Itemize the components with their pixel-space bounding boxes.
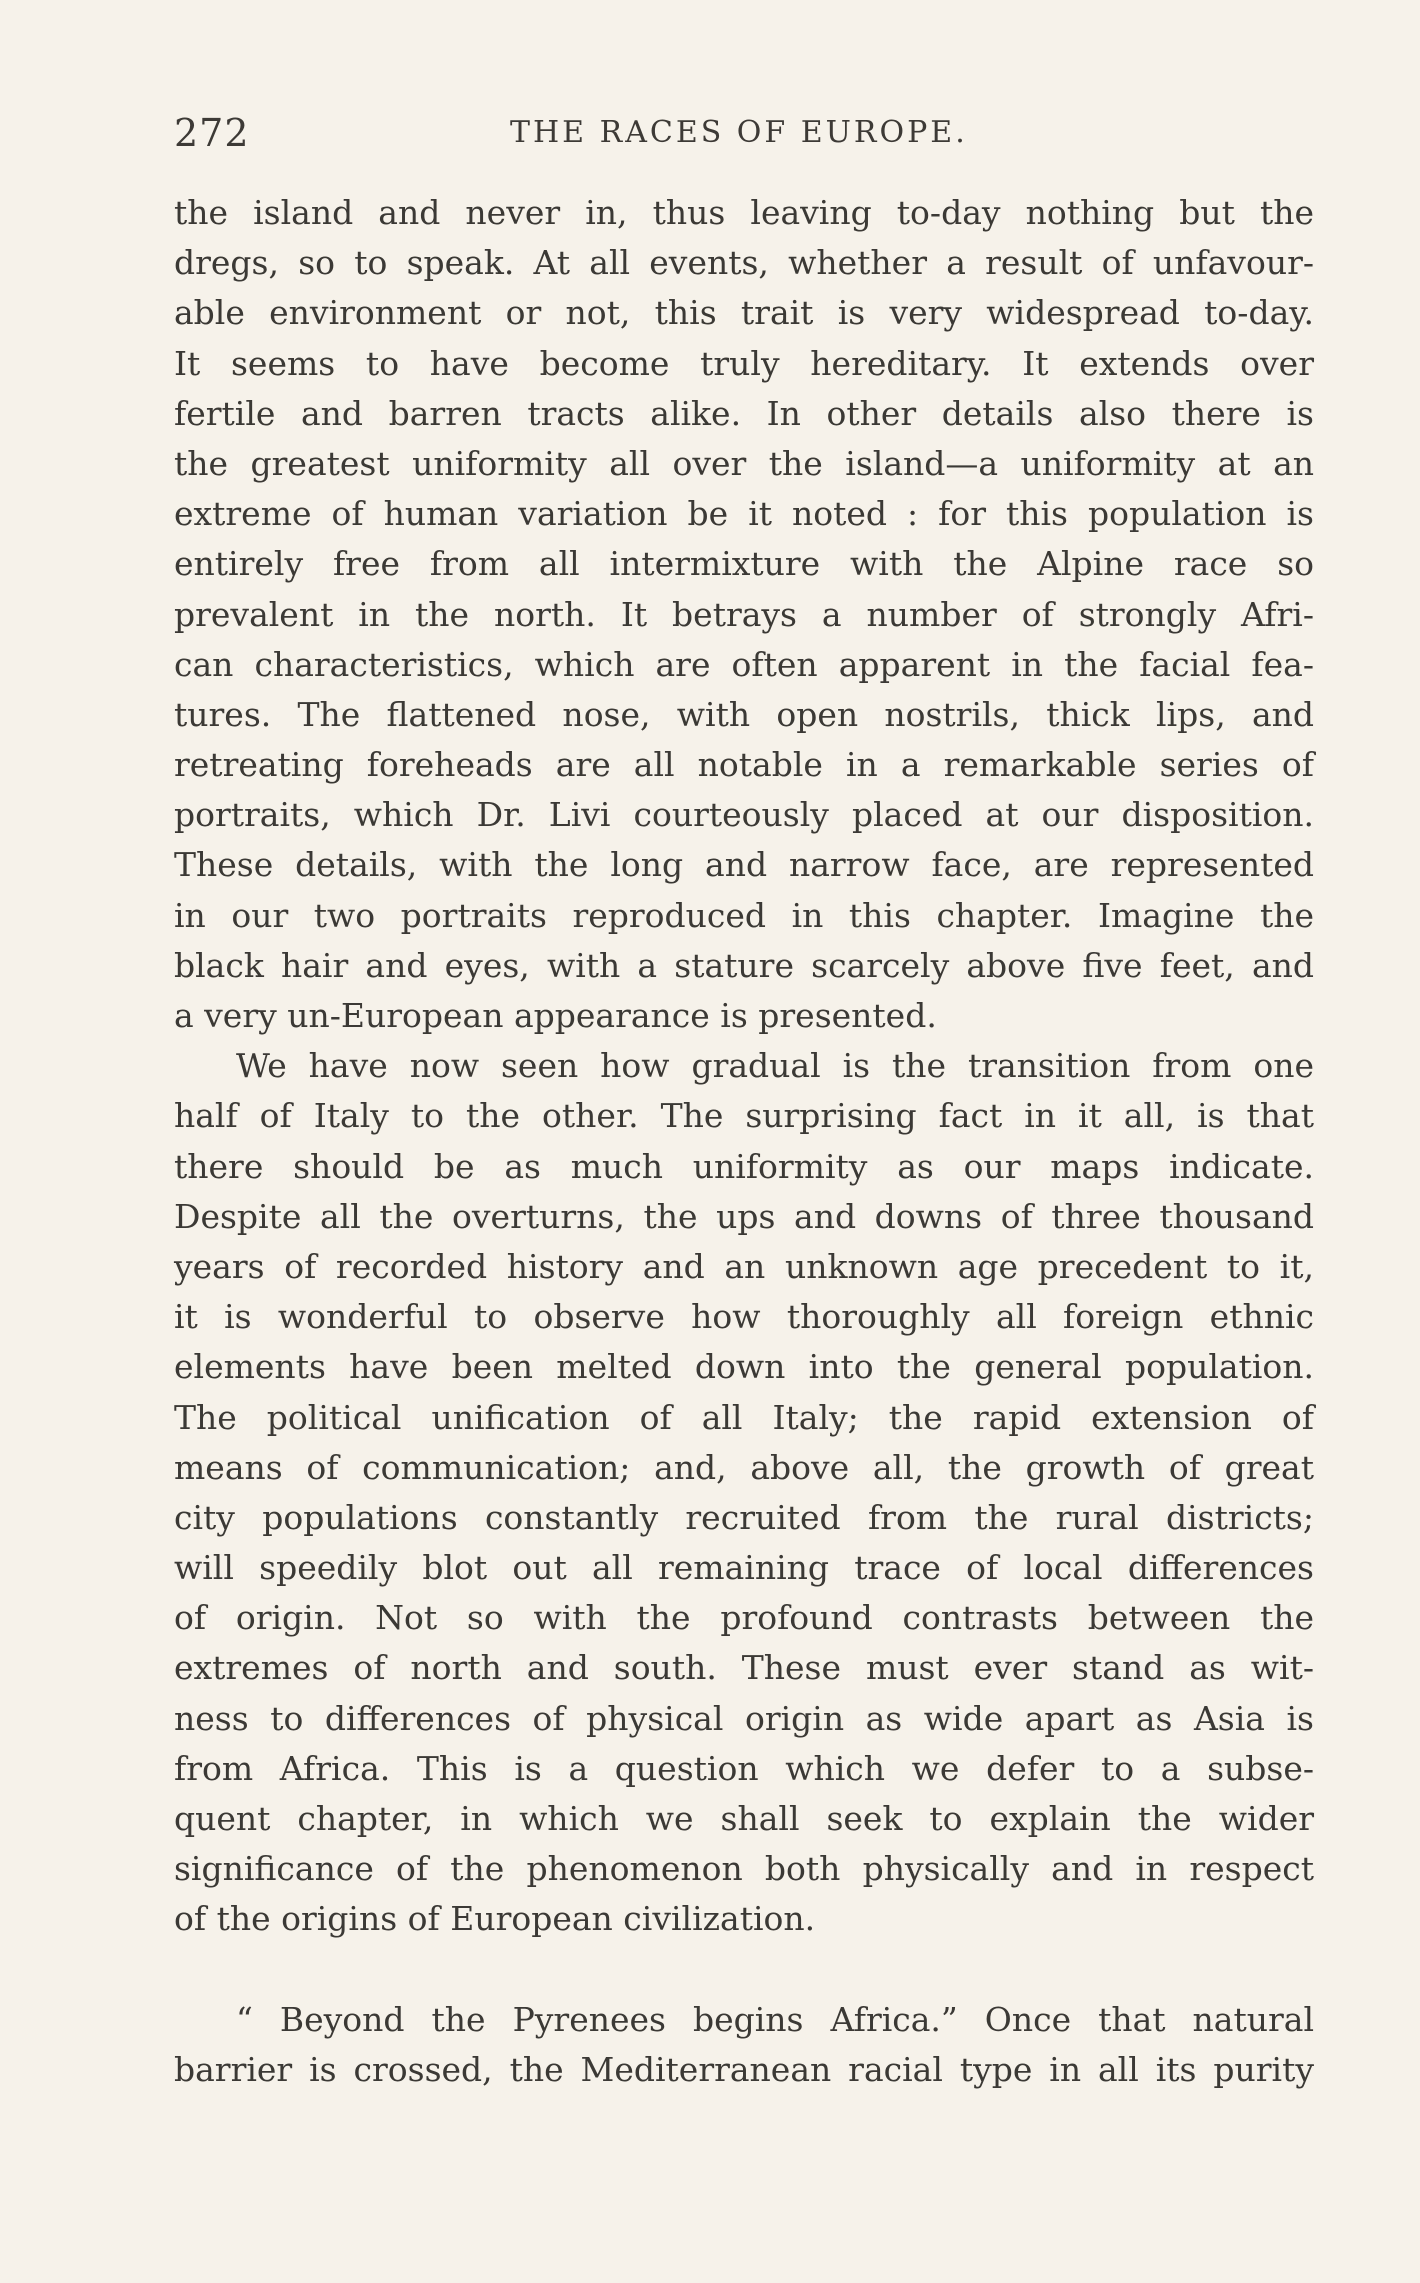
text-line: years of recorded history and an unknown age precedent to it, (174, 1246, 1314, 1286)
text-line: The political unification of all Italy; the rapid extension of (174, 1397, 1314, 1437)
paragraph-2 (174, 1041, 1314, 1944)
running-head (174, 108, 1314, 158)
text-line: in our two portraits reproduced in this chapter. Imagine the (174, 895, 1314, 935)
text-line: entirely free from all intermixture with the Alpine race so (174, 544, 1314, 584)
text-line: quent chapter, in which we shall seek to explain the wider (174, 1799, 1314, 1838)
text-line: black hair and eyes, with a stature scarcely above five feet, and (174, 945, 1314, 985)
text-line: means of communication; and, above all, the growth of great (174, 1447, 1314, 1487)
text-line: fertile and barren tracts alike. In other details also there is (174, 393, 1314, 433)
text-line: half of Italy to the other. The surprising fact in it all, is that (174, 1096, 1314, 1136)
text-line: extreme of human variation be it noted : for this population is (174, 494, 1314, 534)
text-body (174, 188, 1314, 2095)
paragraph-1 (174, 188, 1314, 1041)
text-line: ness to differences of physical origin as wide apart as Asia is (174, 1698, 1314, 1738)
text-line: We have now seen how gradual is the transition from one (236, 1046, 1314, 1086)
text-line: can characteristics, which are often apparent in the facial fea- (174, 644, 1314, 684)
page-number: 272 (174, 111, 250, 155)
text-line: it is wonderful to observe how thoroughly all foreign ethnic (174, 1297, 1314, 1337)
text-line: city populations constantly recruited from the rural districts; (174, 1497, 1314, 1537)
text-line: elements have been melted down into the general population. (174, 1347, 1314, 1387)
text-line: able environment or not, this trait is very widespread to-day. (174, 293, 1314, 333)
text-line: the island and never in, thus leaving to-day nothing but the (174, 193, 1314, 232)
text-line: significance of the phenomenon both physically and in respect (174, 1849, 1314, 1889)
text-line: prevalent in the north. It betrays a number of strongly Afri- (174, 594, 1314, 634)
text-line: a very un-European appearance is presented. (174, 996, 937, 1035)
text-line: will speedily blot out all remaining trace of local differences (174, 1548, 1314, 1588)
book-title: THE RACES OF EUROPE. (510, 115, 968, 150)
paragraph-3 (174, 1995, 1314, 2095)
text-line: barrier is crossed, the Mediterranean racial type in all its purity (174, 2049, 1314, 2089)
text-line: of origin. Not so with the profound contrasts between the (174, 1598, 1314, 1638)
text-line: dregs, so to speak. At all events, whether a result of unfavour- (174, 243, 1314, 283)
text-line: extremes of north and south. These must ever stand as wit- (174, 1648, 1314, 1688)
text-line: Despite all the overturns, the ups and downs of three thousand (174, 1196, 1314, 1236)
text-line: These details, with the long and narrow face, are represented (174, 845, 1314, 885)
text-line: It seems to have become truly hereditary. It extends over (174, 343, 1314, 383)
text-line: from Africa. This is a question which we defer to a subse- (174, 1748, 1314, 1788)
text-line: the greatest uniformity all over the island—a uniformity at an (174, 443, 1314, 483)
text-line: portraits, which Dr. Livi courteously placed at our disposition. (174, 795, 1314, 835)
text-line: “ Beyond the Pyrenees begins Africa.” Once that natural (236, 1999, 1314, 2039)
section-gap (174, 1945, 1314, 1995)
text-line: tures. The flattened nose, with open nostrils, thick lips, and (174, 694, 1314, 734)
text-line: of the origins of European civilization. (174, 1899, 816, 1939)
text-line: retreating foreheads are all notable in a remarkable series of (174, 745, 1314, 785)
text-line: there should be as much uniformity as our maps indicate. (174, 1146, 1314, 1186)
